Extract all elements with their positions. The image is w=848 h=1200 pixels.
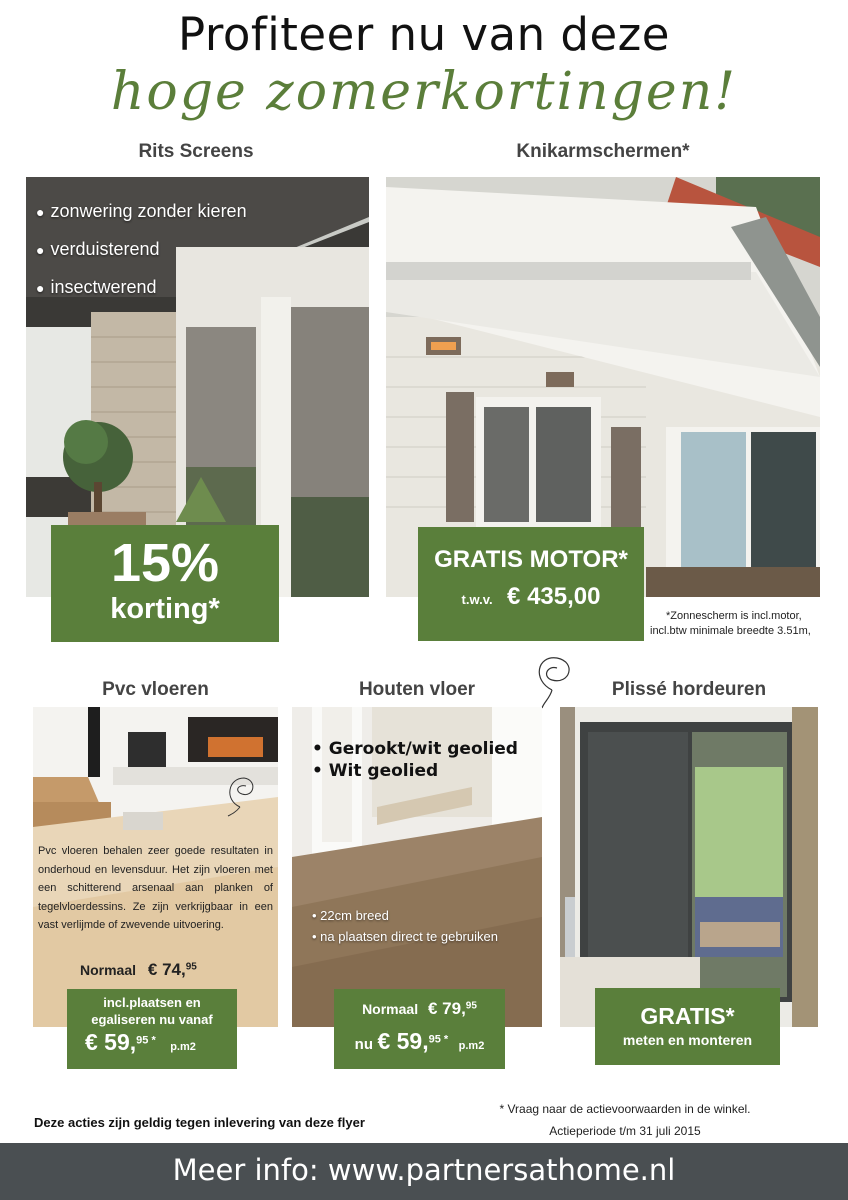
plisse-photo bbox=[560, 707, 818, 1027]
pvc-offer-cents: 95 * bbox=[136, 1034, 156, 1047]
knikarm-price: € 435,00 bbox=[507, 583, 601, 610]
knikarm-twv-label: t.w.v. bbox=[461, 592, 493, 607]
pvc-description: Pvc vloeren behalen zeer goede resultaten in onderhoud en levensduur. Het zijn vloeren met een schitterend arsenaal aan planken of tegelvloerdessins. Ze zijn verkrijgbaar in een vast verlijmde of zwevende uitvoering. bbox=[38, 845, 273, 931]
knikarm-footnote-line-1: *Zonnescherm is incl.motor, bbox=[666, 610, 802, 622]
pvc-offer-line-1: incl.plaatsen en bbox=[103, 995, 201, 1010]
pvc-offer-price: € 59, bbox=[85, 1029, 137, 1055]
rits-feature-list bbox=[36, 193, 247, 307]
plisse-offer-subtitle: meten en monteren bbox=[622, 1032, 753, 1048]
houten-features-list bbox=[312, 905, 498, 947]
pvc-offer-line-2: egaliseren nu vanaf bbox=[91, 1012, 213, 1027]
headline-line-1: Profiteer nu van deze bbox=[178, 8, 670, 61]
plisse-offer-box bbox=[595, 988, 780, 1065]
validity-note: Deze acties zijn geldig tegen inlevering van deze flyer bbox=[34, 1115, 365, 1130]
houten-offer-box bbox=[334, 989, 505, 1069]
houten-normal-price-row bbox=[334, 999, 505, 1019]
houten-offer-cents: 95 * bbox=[428, 1033, 449, 1046]
houten-offer-unit: p.m2 bbox=[458, 1040, 485, 1052]
knikarm-heading: Knikarmschermen* bbox=[516, 141, 690, 162]
rits-discount-value: 15% bbox=[110, 533, 220, 593]
pvc-offer-box bbox=[67, 989, 237, 1069]
houten-offer-price: € 59, bbox=[377, 1028, 429, 1054]
pvc-normal-cents: 95 bbox=[185, 961, 197, 973]
houten-option-item: • Gerookt/wit geolied bbox=[312, 739, 518, 759]
houten-normal-price: € 79, bbox=[427, 999, 466, 1018]
plisse-heading: Plissé hordeuren bbox=[611, 679, 767, 700]
knikarm-offer-title: GRATIS MOTOR* bbox=[434, 546, 628, 573]
houten-feature-item: • na plaatsen direct te gebruiken bbox=[312, 929, 498, 944]
houten-normal-label: Normaal bbox=[362, 1001, 419, 1017]
pvc-offer-unit: p.m2 bbox=[170, 1041, 196, 1053]
terms-period: Actieperiode t/m 31 juli 2015 bbox=[549, 1124, 701, 1138]
pvc-swirl-ornament-icon bbox=[222, 772, 262, 817]
knikarm-offer-price-row bbox=[418, 583, 644, 611]
houten-option-item: • Wit geolied bbox=[312, 761, 439, 781]
rits-feature-item: ● verduisterend bbox=[36, 239, 160, 259]
houten-feature-item: • 22cm breed bbox=[312, 908, 389, 923]
pvc-normal-price: € 74, bbox=[147, 960, 186, 979]
knikarm-footnote bbox=[650, 609, 830, 639]
pvc-normal-price-row bbox=[80, 960, 197, 980]
terms-conditions-note: * Vraag naar de actievoorwaarden in de winkel. bbox=[499, 1102, 751, 1116]
pvc-heading: Pvc vloeren bbox=[102, 679, 209, 700]
rits-discount-box bbox=[51, 525, 279, 642]
knikarm-footnote-line-2: incl.btw minimale breedte 3.51m, bbox=[650, 625, 811, 637]
plisse-offer-title: GRATIS* bbox=[640, 1003, 735, 1029]
plisse-illustration bbox=[560, 707, 818, 1027]
houten-normal-cents: 95 bbox=[465, 1000, 477, 1012]
houten-offer-price-row bbox=[334, 1028, 505, 1055]
houten-now-label: nu bbox=[354, 1036, 373, 1053]
pvc-normal-label: Normaal bbox=[80, 962, 137, 978]
rits-feature-item: ● insectwerend bbox=[36, 277, 157, 297]
rits-feature-item: ● zonwering zonder kieren bbox=[36, 201, 247, 221]
knikarm-offer-box bbox=[418, 527, 644, 641]
footer-banner bbox=[0, 1143, 848, 1200]
headline-line-2: hoge zomerkortingen! bbox=[110, 62, 738, 122]
pvc-offer-price-row bbox=[67, 1029, 237, 1056]
houten-options-list bbox=[312, 738, 518, 782]
terms-block bbox=[470, 1098, 780, 1142]
footer-website-text[interactable]: Meer info: www.partnersathome.nl bbox=[172, 1153, 676, 1187]
rits-heading: Rits Screens bbox=[138, 141, 254, 162]
houten-heading: Houten vloer bbox=[358, 679, 476, 700]
rits-discount-label: korting* bbox=[110, 593, 220, 625]
